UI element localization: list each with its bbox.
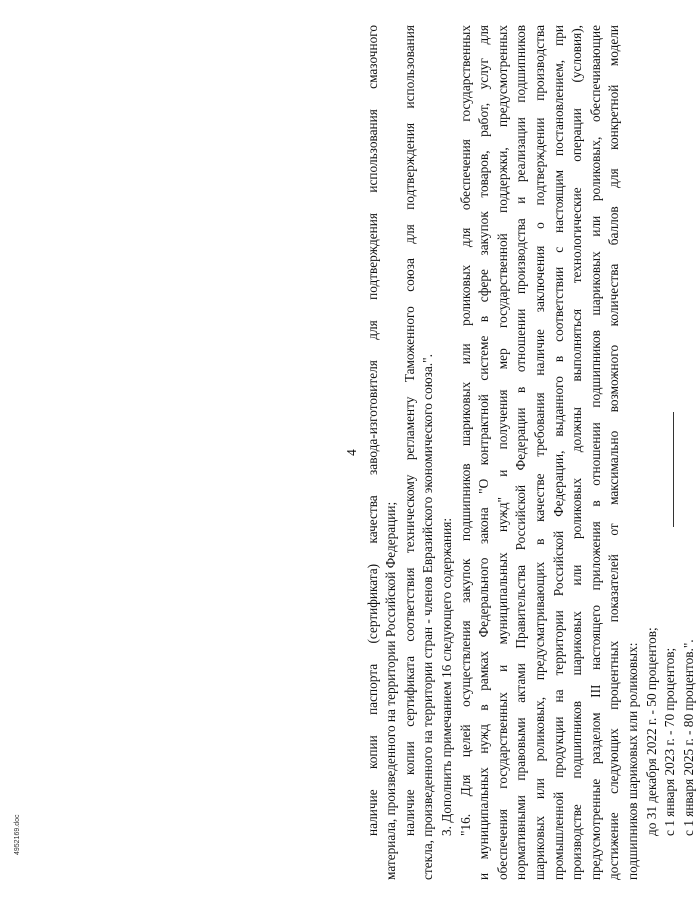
paragraph-line: производстве подшипников шариковых или роликовых должны выполняться технологические операции (условия), xyxy=(569,25,585,880)
separator-line xyxy=(673,412,674,527)
paragraph-line: материала, произведенного на территории Российской Федерации; xyxy=(383,501,399,880)
paragraph-line: подшипников шариковых или роликовых: xyxy=(624,642,640,880)
paragraph-line: предусмотренные разделом III настоящего приложения в отношении подшипников шариковых или роликовых, обеспечивающие xyxy=(587,25,603,880)
paragraph-amendment-heading: 3. Дополнить примечанием 16 следующего содержания: xyxy=(438,517,454,836)
paragraph-line: наличие копии паспорта (сертификата) качества завода-изготовителя для подтверждения использования смазочного xyxy=(364,25,380,836)
paragraph-line: достижение следующих процентных показателей от максимально возможного количества баллов для конкретной модели xyxy=(606,25,622,880)
list-item: с 1 января 2023 г. - 70 процентов; xyxy=(662,647,678,836)
paragraph-line: и муниципальных нужд в рамках Федерального закона "О контрактной системе в сфере закупок товаров, работ, услуг для xyxy=(476,25,492,880)
list-item: до 31 декабря 2022 г. - 50 процентов; xyxy=(643,627,659,836)
paragraph-line: шариковых или роликовых, предусматривающих в качестве требования наличие заключения о подтверждении производства xyxy=(531,25,547,880)
paragraph-line: нормативными правовыми актами Правительства Российской Федерации в отношении производства и реализации подшипников xyxy=(513,25,529,880)
paragraph-line: "16. Для целей осуществления закупок подшипников шариковых или роликовых для обеспечения государственных xyxy=(457,25,473,836)
paragraph-line: наличие копии сертификата соответствия техническому регламенту Таможенного союза для подтверждения использования xyxy=(401,25,417,836)
paragraph-line: обеспечения государственных и муниципальных нужд" и получения мер государственной поддержки, предусмотренных xyxy=(494,25,510,880)
paragraph-line: промышленной продукции на территории Российской Федерации, выданного в соответствии с настоящим постановлением, при xyxy=(550,25,566,880)
footer-file-code: 4952169.doc xyxy=(14,814,21,855)
list-item: с 1 января 2025 г. - 80 процентов.". xyxy=(680,639,696,836)
rotated-text-block xyxy=(343,25,696,880)
percent-list xyxy=(643,25,698,880)
page-number: 4 xyxy=(344,449,359,456)
paragraph-line: стекла, произведенного на территории стран - членов Евразийского экономического союза.". xyxy=(420,354,436,880)
